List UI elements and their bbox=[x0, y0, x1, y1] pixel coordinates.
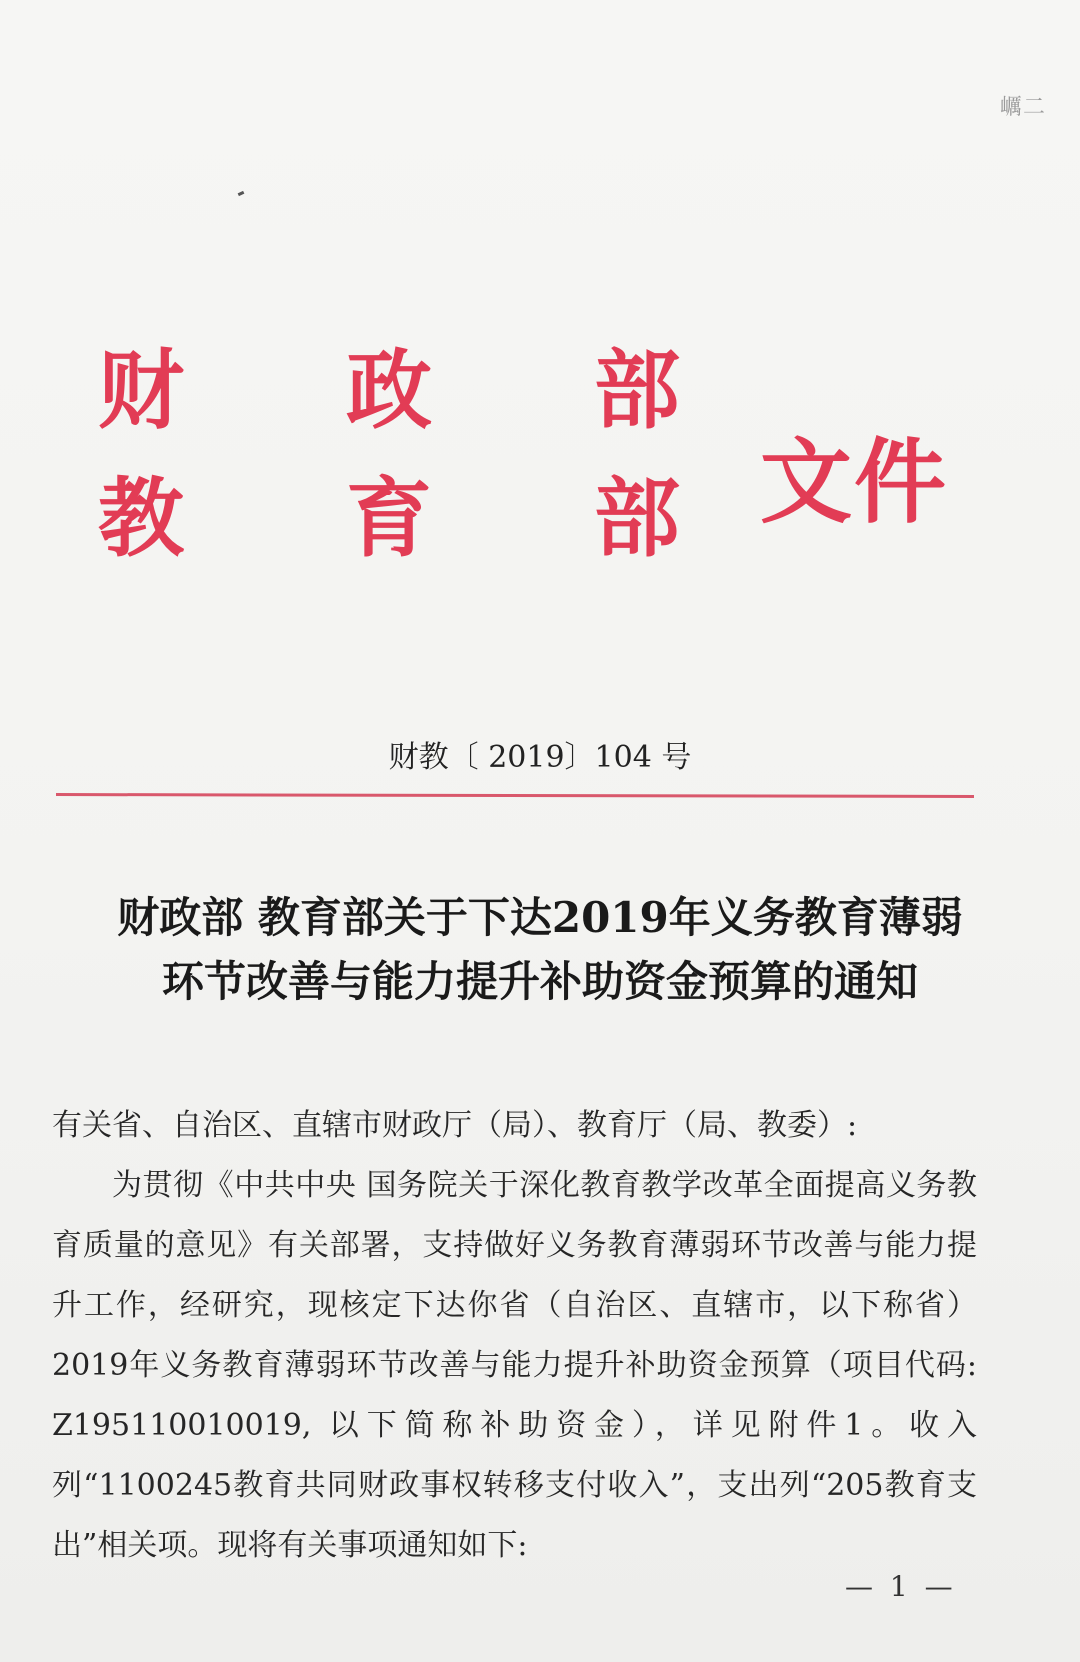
body-paragraph: 为贯彻《中共中央 国务院关于深化教育教学改革全面提高义务教育质量的意见》有关部署，支持做好义务教育薄弱环节改善与能力提升工作，经研究，现核定下达你省（自治区、直辖市，以下称省）2019年义务教育薄弱环节改善与能力提升补助资金预算（项目代码: Z195110010019, 以下简称补助资金），详见附件1。收入列“1100245教育共同财政事权转移支付收入”，支出列“205教育支出”相关项。现将有关事项通知如下: bbox=[52, 1168, 977, 1563]
document-title bbox=[60, 886, 1020, 1014]
issuer-char-bu-1: 部 bbox=[594, 340, 680, 441]
page-number: — 1 — bbox=[845, 1570, 957, 1603]
issuer-char-yu: 育 bbox=[346, 468, 432, 569]
document-number: 财教〔 2019〕104 号 bbox=[388, 740, 692, 775]
issuer-char-jiao: 教 bbox=[98, 468, 184, 569]
issuer-char-bu-2: 部 bbox=[594, 468, 680, 569]
issuer-char-zheng: 政 bbox=[346, 340, 432, 441]
corner-mark: 巁二 bbox=[1000, 95, 1047, 120]
title-line-1: 财政部 教育部关于下达2019年义务教育薄弱 bbox=[117, 893, 963, 942]
scan-speck bbox=[238, 191, 245, 196]
document-body bbox=[52, 1096, 977, 1576]
red-divider bbox=[56, 793, 974, 798]
document-type-wenjian: 文件 bbox=[760, 428, 949, 536]
salutation: 有关省、自治区、直辖市财政厅（局）、教育厅（局、教委）: bbox=[52, 1108, 858, 1143]
issuer-char-cai: 财 bbox=[98, 340, 184, 441]
title-line-2: 环节改善与能力提升补助资金预算的通知 bbox=[161, 957, 918, 1006]
